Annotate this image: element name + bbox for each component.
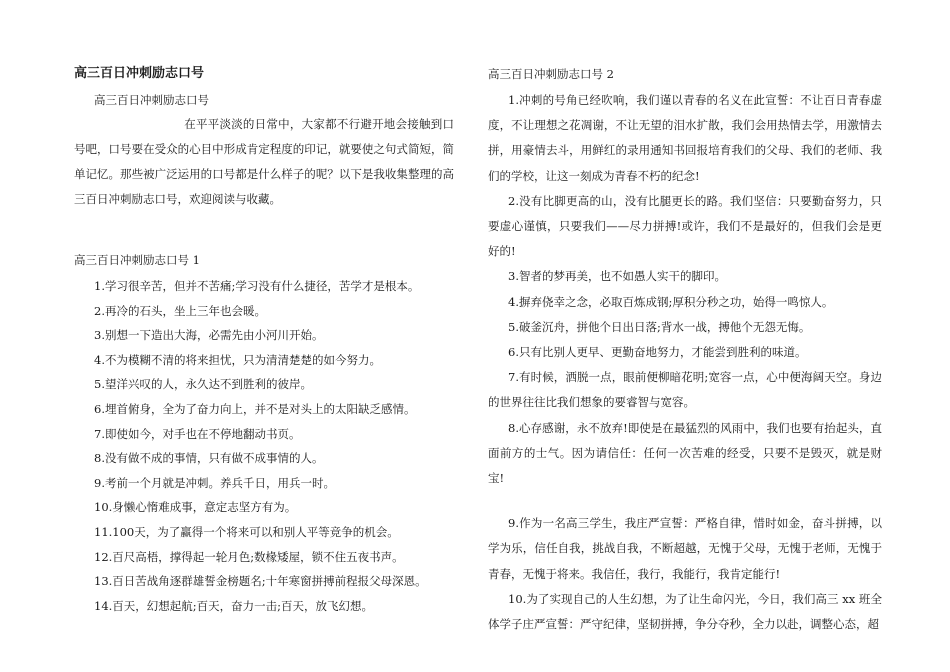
- list-item: 5.望洋兴叹的人，永久达不到胜利的彼岸。: [94, 377, 312, 392]
- list-item: 3.别想一下造出大海，必需先由小河川开始。: [94, 328, 324, 343]
- section-heading-1: 高三百日冲刺励志口号 1: [74, 253, 200, 267]
- list-item: 9.作为一名高三学生，我庄严宣誓：严格自律，惜时如金，奋斗拼搏，以学为乐，信任自我，挑战自我，不断超越，无愧于父母，无愧于老师，无愧于青春，无愧于将来。我信任，我行，我能行，我肯定能行!: [488, 516, 882, 581]
- list-item: 7.有时候，洒脱一点，眼前便柳暗花明;宽容一点，心中便海阔天空。身边的世界往往比我们想象的要睿智与宽容。: [488, 370, 882, 410]
- list-item: 8.心存感谢，永不放弃!即使是在最猛烈的风雨中，我们也要有抬起头，直面前方的士气。因为请信任：任何一次苦难的经受，只要不是毁灭，就是财宝!: [488, 420, 882, 486]
- list-item: 2.再冷的石头，坐上三年也会暖。: [94, 303, 266, 318]
- list-item: 1.冲刺的号角已经吹响，我们谨以青春的名义在此宣誓：不让百日青春虚度，不让理想之花凋谢，不让无望的泪水扩散，我们会用热情去学，用激情去拼，用豪情去斗，用鲜红的录用通知书回报培育我们的父母、我们的老师、我们的学校，让这一刻成为青春不朽的纪念!: [488, 93, 882, 183]
- list-item: 8.没有做不成的事情，只有做不成事情的人。: [94, 451, 324, 466]
- list-item: 2.没有比脚更高的山，没有比腿更长的路。我们坚信：只要勤奋努力，只要虚心谨慎，只要我们——尽力拼搏!或许，我们不是最好的，但我们会是更好的!: [488, 193, 882, 259]
- list-item: 14.百天，幻想起航;百天，奋力一击;百天，放飞幻想。: [94, 598, 374, 613]
- spacer: [488, 491, 882, 511]
- list-item: 10.身懒心惰难成事，意定志坚方有为。: [94, 500, 297, 515]
- list-item: 12.百尺高梧，撑得起一轮月色;数椽矮屋，锁不住五夜书声。: [94, 549, 404, 564]
- right-column: [488, 64, 882, 637]
- section-heading-2: 高三百日冲刺励志口号 2: [488, 67, 614, 81]
- document-subtitle: 高三百日冲刺励志口号: [94, 93, 209, 107]
- intro-text: 在平平淡淡的日常中，大家都不行避开地会接触到口号吧，口号要在受众的心目中形成肯定程度的印记，就要使之句式简短，简单记忆。那些被广泛运用的口号都是什么样子的呢？以下是我收集整理的高三百日冲刺励志口号，欢迎阅读与收藏。: [74, 117, 454, 206]
- list-item: 9.考前一个月就是冲刺。养兵千日，用兵一时。: [94, 475, 335, 490]
- list-item: 10.为了实现自己的人生幻想，为了让生命闪光，今日，我们高三 xx 班全体学子庄严宣誓：严守纪律，坚韧拼搏，争分夺秒，全力以赴，调整心态，超: [488, 591, 882, 632]
- list-item: 13.百日苦战角逐群雄誓金榜题名;十年寒窗拼搏前程报父母深恩。: [94, 574, 427, 589]
- list-item: 4.不为模糊不清的将来担忧，只为清清楚楚的如今努力。: [94, 352, 381, 367]
- slogan-list-1: [74, 274, 454, 618]
- document-title: 高三百日冲刺励志口号: [74, 66, 205, 81]
- slogan-list-2: [488, 88, 882, 637]
- list-item: 4.摒弃侥幸之念，必取百炼成钢;厚积分秒之功，始得一鸣惊人。: [508, 294, 834, 309]
- list-item: 6.只有比别人更早、更勤奋地努力，才能尝到胜利的味道。: [508, 345, 807, 360]
- list-item: 7.即使如今，对手也在不停地翻动书页。: [94, 426, 301, 441]
- list-item: 5.破釜沉舟，拼他个日出日落;背水一战，搏他个无怨无悔。: [508, 319, 811, 334]
- list-item: 1.学习很辛苦，但并不苦痛;学习没有什么捷径，苦学才是根本。: [94, 279, 420, 293]
- list-item: 11.100天，为了赢得一个将来可以和别人平等竞争的机会。: [94, 524, 399, 539]
- intro-paragraph: [74, 112, 454, 212]
- list-item: 6.埋首俯身，全为了奋力向上，并不是对头上的太阳缺乏感情。: [94, 401, 416, 416]
- left-column: [74, 64, 454, 618]
- list-item: 3.智者的梦再美，也不如愚人实干的脚印。: [508, 269, 726, 284]
